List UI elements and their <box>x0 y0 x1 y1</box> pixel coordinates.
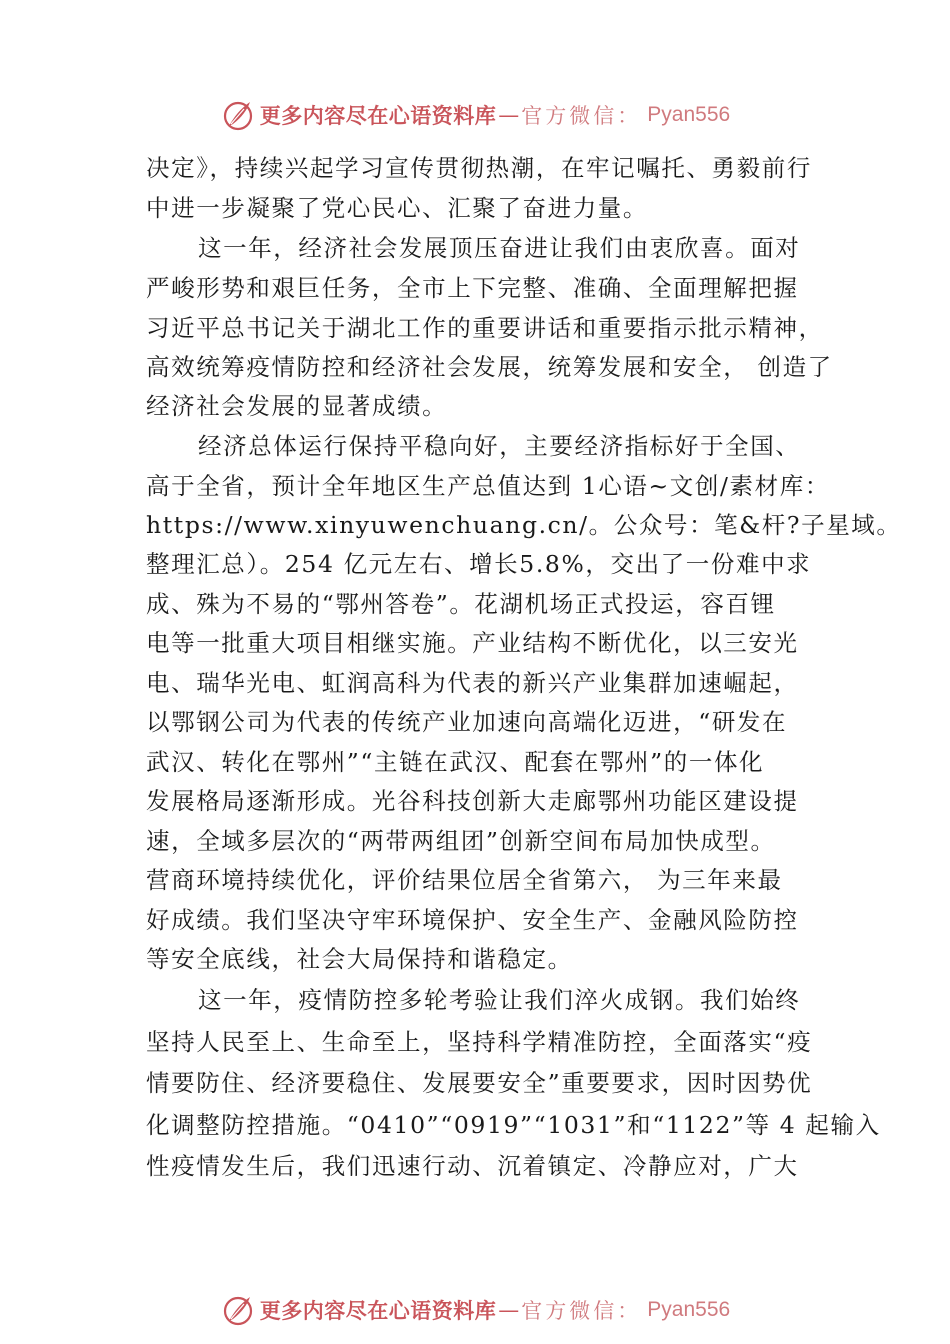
text-line: 成、殊为不易的“鄂州答卷”。花湖机场正式投运，容百锂 <box>146 590 776 618</box>
text-line: 电等一批重大项目相继实施。产业结构不断优化，以三安光 <box>146 629 799 657</box>
text-line: 性疫情发生后，我们迅速行动、沉着镇定、冷静应对，广大 <box>146 1152 799 1180</box>
watermark-official-label: 官方微信： <box>521 104 642 128</box>
text-line: 情要防住、经济要稳住、发展要安全”重要要求，因时因势优 <box>146 1069 813 1097</box>
header-watermark <box>0 95 950 135</box>
text-line: 等安全底线，社会大局保持和谐稳定。 <box>146 945 573 973</box>
text-line: 好成绩。我们坚决守牢环境保护、安全生产、金融风险防控 <box>146 906 799 934</box>
paragraph-start-line: 这一年，疫情防控多轮考验让我们淬火成钢。我们始终 <box>198 986 801 1014</box>
text-line: 以鄂钢公司为代表的传统产业加速向高端化迈进，“研发在 <box>146 708 788 736</box>
watermark-wechat-id: Pyan556 <box>647 103 731 126</box>
watermark-wechat-id: Pyan556 <box>647 1298 731 1321</box>
footer-watermark <box>0 1290 950 1330</box>
text-line: 决定》，持续兴起学习宣传贯彻热潮，在牢记嘱托、勇毅前行 <box>146 154 812 182</box>
text-line: 坚持人民至上、生命至上，坚持科学精准防控，全面落实“疫 <box>146 1028 813 1056</box>
text-line: 电、瑞华光电、虹润高科为代表的新兴产业集群加速崛起， <box>146 669 799 697</box>
watermark-separator: — <box>498 1298 520 1322</box>
text-line: 习近平总书记关于湖北工作的重要讲话和重要指示批示精神， <box>146 314 824 342</box>
text-line: https://www.xinyuwenchuang.cn/。公众号：笔&杆?子星域。 <box>146 511 902 539</box>
paragraph-start-line: 这一年，经济社会发展顶压奋进让我们由衷欣喜。面对 <box>198 234 801 262</box>
text-line: 营商环境持续优化，评价结果位居全省第六， 为三年来最 <box>146 866 783 894</box>
text-line: 中进一步凝聚了党心民心、汇聚了奋进力量。 <box>146 194 648 222</box>
text-line: 武汉、转化在鄂州”“主链在武汉、配套在鄂州”的一体化 <box>146 748 765 776</box>
paragraph-start-line: 经济总体运行保持平稳向好，主要经济指标好于全国、 <box>198 432 801 460</box>
watermark-official-label: 官方微信： <box>521 1299 642 1323</box>
text-line: 速，全域多层次的“两带两组团”创新空间布局加快成型。 <box>146 827 776 855</box>
watermark-separator: — <box>498 103 520 127</box>
text-line: 整理汇总）。254 亿元左右、增长5.8%，交出了一份难中求 <box>146 550 812 578</box>
text-line: 严峻形势和艰巨任务，全市上下完整、准确、全面理解把握 <box>146 274 799 302</box>
text-line: 高于全省，预计全年地区生产总值达到 1心语~文创/素材库： <box>146 472 830 500</box>
text-line: 高效统筹疫情防控和经济社会发展，统筹发展和安全， 创造了 <box>146 353 833 381</box>
quill-logo-icon <box>220 1292 256 1328</box>
watermark-brand: 更多内容尽在心语资料库 <box>259 103 497 128</box>
text-line: 发展格局逐渐形成。光谷科技创新大走廊鄂州功能区建设提 <box>146 787 799 815</box>
text-line: 经济社会发展的显著成绩。 <box>146 392 448 420</box>
quill-logo-icon <box>220 97 256 133</box>
text-line: 化调整防控措施。“0410”“0919”“1031”和“1122”等 4 起输入 <box>146 1111 881 1139</box>
watermark-brand: 更多内容尽在心语资料库 <box>259 1298 497 1323</box>
